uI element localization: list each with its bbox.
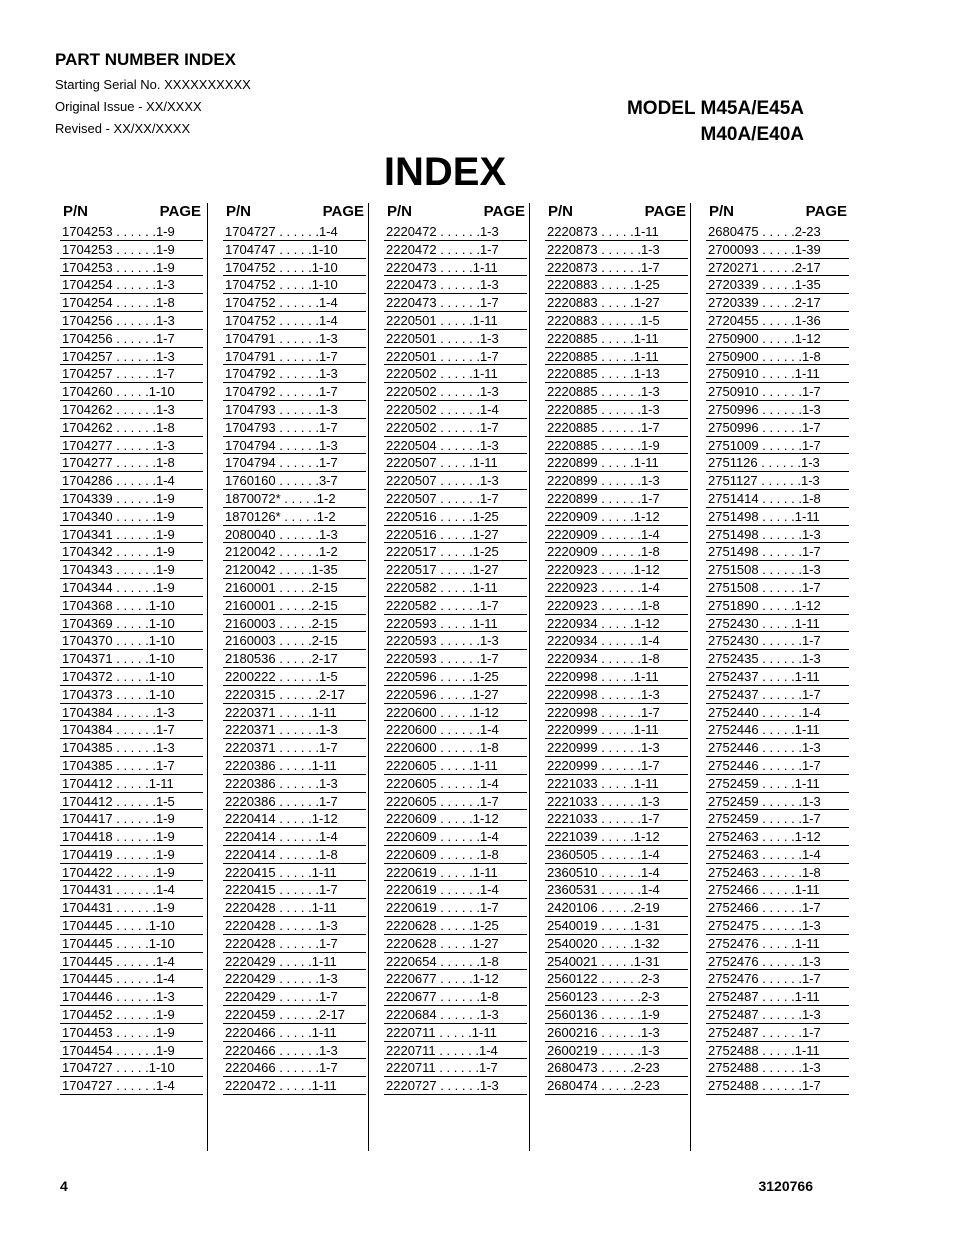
index-entry: 2220711 . . . . . .1-4	[384, 1042, 527, 1060]
index-entry: 1704257 . . . . . .1-3	[60, 348, 203, 366]
index-entry: 2752437 . . . . . .1-7	[706, 686, 849, 704]
index-column	[690, 203, 852, 1151]
index-entry: 2560136 . . . . . .1-9	[545, 1006, 688, 1024]
index-entry: 1704286 . . . . . .1-4	[60, 472, 203, 490]
index-entry: 1704752 . . . . . .1-4	[223, 294, 366, 312]
index-entry: 2220883 . . . . .1-27	[545, 294, 688, 312]
index-entry: 1704277 . . . . . .1-3	[60, 437, 203, 455]
index-entry: 2750900 . . . . .1-12	[706, 330, 849, 348]
index-entry: 2220582 . . . . . .1-7	[384, 597, 527, 615]
index-entry: 2752446 . . . . .1-11	[706, 721, 849, 739]
index-entry: 2720455 . . . . .1-36	[706, 312, 849, 330]
index-entry: 1704792 . . . . . .1-3	[223, 365, 366, 383]
index-entry: 1704369 . . . . .1-10	[60, 615, 203, 633]
index-entry: 1704339 . . . . . .1-9	[60, 490, 203, 508]
column-header	[384, 203, 527, 223]
index-column	[60, 203, 221, 1151]
index-entry: 2540019 . . . . .1-31	[545, 917, 688, 935]
index-entry: 1704454 . . . . . .1-9	[60, 1042, 203, 1060]
index-entry: 2751508 . . . . . .1-7	[706, 579, 849, 597]
index-columns	[60, 203, 847, 1151]
index-entry: 2751498 . . . . . .1-7	[706, 543, 849, 561]
index-entry: 2220998 . . . . . .1-3	[545, 686, 688, 704]
index-entry: 1704752 . . . . . .1-4	[223, 312, 366, 330]
index-entry: 2160003 . . . . .2-15	[223, 632, 366, 650]
index-entry: 2360505 . . . . . .1-4	[545, 846, 688, 864]
index-entry: 1704791 . . . . . .1-7	[223, 348, 366, 366]
revised-line: Revised - XX/XX/XXXX	[55, 121, 191, 136]
index-entry: 1704253 . . . . . .1-9	[60, 241, 203, 259]
index-entry: 2220428 . . . . . .1-7	[223, 935, 366, 953]
index-entry: 1704793 . . . . . .1-3	[223, 401, 366, 419]
index-entry: 2220371 . . . . .1-11	[223, 704, 366, 722]
index-entry: 2220428 . . . . . .1-3	[223, 917, 366, 935]
index-entry: 2220934 . . . . . .1-4	[545, 632, 688, 650]
index-entry: 2220386 . . . . .1-11	[223, 757, 366, 775]
index-entry: 2752488 . . . . . .1-7	[706, 1077, 849, 1095]
index-entry: 2221033 . . . . . .1-7	[545, 810, 688, 828]
index-column	[207, 203, 369, 1151]
index-entry: 2560122 . . . . . .2-3	[545, 970, 688, 988]
index-entry: 1704256 . . . . . .1-7	[60, 330, 203, 348]
index-entry: 2752487 . . . . . .1-7	[706, 1024, 849, 1042]
index-entry: 1704431 . . . . . .1-9	[60, 899, 203, 917]
index-entry: 2220727 . . . . . .1-3	[384, 1077, 527, 1095]
index-entry: 2220619 . . . . . .1-4	[384, 881, 527, 899]
index-entry: 1704385 . . . . . .1-7	[60, 757, 203, 775]
index-entry: 2220517 . . . . .1-27	[384, 561, 527, 579]
index-entry: 2752488 . . . . .1-11	[706, 1042, 849, 1060]
index-entry: 2751498 . . . . . .1-3	[706, 526, 849, 544]
index-entry: 2220507 . . . . . .1-3	[384, 472, 527, 490]
index-entry: 2750996 . . . . . .1-3	[706, 401, 849, 419]
index-entry: 2220371 . . . . . .1-3	[223, 721, 366, 739]
page-header: PAGE	[483, 203, 525, 220]
index-entry: 2752446 . . . . . .1-7	[706, 757, 849, 775]
index-entry: 2220605 . . . . . .1-7	[384, 793, 527, 811]
index-entry: 2220466 . . . . . .1-7	[223, 1059, 366, 1077]
index-entry: 2680473 . . . . .2-23	[545, 1059, 688, 1077]
original-issue-line: Original Issue - XX/XXXX	[55, 99, 202, 114]
index-entry: 1704794 . . . . . .1-7	[223, 454, 366, 472]
index-entry: 1704262 . . . . . .1-3	[60, 401, 203, 419]
index-entry: 1704418 . . . . . .1-9	[60, 828, 203, 846]
index-entry: 2220873 . . . . . .1-7	[545, 259, 688, 277]
index-entry: 1704277 . . . . . .1-8	[60, 454, 203, 472]
index-entry: 2220885 . . . . . .1-7	[545, 419, 688, 437]
index-entry: 2220504 . . . . . .1-3	[384, 437, 527, 455]
index-entry: 2160001 . . . . .2-15	[223, 597, 366, 615]
index-entry: 2752476 . . . . . .1-7	[706, 970, 849, 988]
index-entry: 2220415 . . . . .1-11	[223, 864, 366, 882]
index-entry: 2560123 . . . . . .2-3	[545, 988, 688, 1006]
index-entry: 2220909 . . . . . .1-4	[545, 526, 688, 544]
index-entry: 2220371 . . . . . .1-7	[223, 739, 366, 757]
page-header: PAGE	[322, 203, 364, 220]
column-header	[706, 203, 849, 223]
index-entry: 2752446 . . . . . .1-3	[706, 739, 849, 757]
index-entry: 2220582 . . . . .1-11	[384, 579, 527, 597]
index-entry: 1870126* . . . . .1-2	[223, 508, 366, 526]
column-header	[60, 203, 203, 223]
pn-header: P/N	[226, 203, 252, 220]
index-entry: 1704445 . . . . . .1-4	[60, 953, 203, 971]
index-entry: 1704384 . . . . . .1-3	[60, 704, 203, 722]
index-entry: 2220466 . . . . .1-11	[223, 1024, 366, 1042]
index-entry: 1704752 . . . . .1-10	[223, 276, 366, 294]
index-entry: 2220501 . . . . .1-11	[384, 312, 527, 330]
index-entry: 1704260 . . . . .1-10	[60, 383, 203, 401]
index-entry: 2220999 . . . . . .1-3	[545, 739, 688, 757]
index-entry: 2220593 . . . . . .1-3	[384, 632, 527, 650]
index-entry: 1870072* . . . . .1-2	[223, 490, 366, 508]
index-entry: 2220516 . . . . .1-25	[384, 508, 527, 526]
index-entry: 1704792 . . . . . .1-7	[223, 383, 366, 401]
index-entry: 1704384 . . . . . .1-7	[60, 721, 203, 739]
pn-header: P/N	[548, 203, 574, 220]
index-entry: 2752459 . . . . . .1-3	[706, 793, 849, 811]
column-header	[223, 203, 366, 223]
index-entry: 2220684 . . . . . .1-3	[384, 1006, 527, 1024]
index-entry: 1704253 . . . . . .1-9	[60, 259, 203, 277]
index-entry: 2120042 . . . . .1-35	[223, 561, 366, 579]
index-entry: 2752476 . . . . .1-11	[706, 935, 849, 953]
index-entry: 2220609 . . . . . .1-4	[384, 828, 527, 846]
index-column	[368, 203, 530, 1151]
index-entry: 2751498 . . . . .1-11	[706, 508, 849, 526]
index-entry: 2220899 . . . . . .1-7	[545, 490, 688, 508]
header-title: PART NUMBER INDEX	[55, 50, 237, 69]
index-entry: 2160001 . . . . .2-15	[223, 579, 366, 597]
index-entry: 2220593 . . . . .1-11	[384, 615, 527, 633]
index-title: INDEX	[383, 150, 507, 194]
index-entry: 2752437 . . . . .1-11	[706, 668, 849, 686]
index-entry: 2752463 . . . . .1-12	[706, 828, 849, 846]
index-entry: 1704417 . . . . . .1-9	[60, 810, 203, 828]
index-entry: 2220593 . . . . . .1-7	[384, 650, 527, 668]
page-header: PAGE	[805, 203, 847, 220]
index-entry: 1704371 . . . . .1-10	[60, 650, 203, 668]
index-entry: 2220654 . . . . . .1-8	[384, 953, 527, 971]
index-entry: 2220998 . . . . .1-11	[545, 668, 688, 686]
index-entry: 2752463 . . . . . .1-8	[706, 864, 849, 882]
index-entry: 2752459 . . . . . .1-7	[706, 810, 849, 828]
index-entry: 2220711 . . . . . .1-7	[384, 1059, 527, 1077]
index-entry: 2220315 . . . . . .2-17	[223, 686, 366, 704]
index-entry: 1704373 . . . . .1-10	[60, 686, 203, 704]
index-entry: 2220502 . . . . . .1-4	[384, 401, 527, 419]
index-entry: 1704452 . . . . . .1-9	[60, 1006, 203, 1024]
index-entry: 2220600 . . . . . .1-8	[384, 739, 527, 757]
index-entry: 1704257 . . . . . .1-7	[60, 365, 203, 383]
index-entry: 2220934 . . . . . .1-8	[545, 650, 688, 668]
index-entry: 1704385 . . . . . .1-3	[60, 739, 203, 757]
index-entry: 2751890 . . . . .1-12	[706, 597, 849, 615]
index-entry: 2220619 . . . . .1-11	[384, 864, 527, 882]
index-entry: 2220386 . . . . . .1-3	[223, 775, 366, 793]
index-entry: 2220628 . . . . .1-25	[384, 917, 527, 935]
index-entry: 2220677 . . . . . .1-8	[384, 988, 527, 1006]
index-entry: 2220472 . . . . . .1-7	[384, 241, 527, 259]
index-entry: 2220429 . . . . . .1-3	[223, 970, 366, 988]
index-entry: 2220507 . . . . . .1-7	[384, 490, 527, 508]
index-entry: 2752487 . . . . .1-11	[706, 988, 849, 1006]
index-entry: 1704727 . . . . .1-10	[60, 1059, 203, 1077]
index-entry: 2220459 . . . . . .2-17	[223, 1006, 366, 1024]
index-entry: 2750910 . . . . .1-11	[706, 365, 849, 383]
index-entry: 2360531 . . . . . .1-4	[545, 881, 688, 899]
index-entry: 2540021 . . . . .1-31	[545, 953, 688, 971]
index-entry: 1704727 . . . . . .1-4	[223, 223, 366, 241]
index-entry: 2220429 . . . . .1-11	[223, 953, 366, 971]
index-entry: 2220507 . . . . .1-11	[384, 454, 527, 472]
index-entry: 1704752 . . . . .1-10	[223, 259, 366, 277]
index-entry: 1704412 . . . . . .1-5	[60, 793, 203, 811]
column-header	[545, 203, 688, 223]
index-entry: 1704727 . . . . . .1-4	[60, 1077, 203, 1095]
index-entry: 2220517 . . . . .1-25	[384, 543, 527, 561]
index-entry: 2220899 . . . . . .1-3	[545, 472, 688, 490]
index-entry: 2220473 . . . . .1-11	[384, 259, 527, 277]
index-entry: 2752430 . . . . . .1-7	[706, 632, 849, 650]
index-entry: 2220596 . . . . .1-25	[384, 668, 527, 686]
index-entry: 2220605 . . . . .1-11	[384, 757, 527, 775]
index-entry: 2220885 . . . . . .1-3	[545, 401, 688, 419]
index-entry: 2751414 . . . . . .1-8	[706, 490, 849, 508]
index-entry: 2752440 . . . . . .1-4	[706, 704, 849, 722]
index-entry: 2420106 . . . . .2-19	[545, 899, 688, 917]
index-entry: 1704747 . . . . .1-10	[223, 241, 366, 259]
index-entry: 1704343 . . . . . .1-9	[60, 561, 203, 579]
index-entry: 2120042 . . . . . .1-2	[223, 543, 366, 561]
index-entry: 1704791 . . . . . .1-3	[223, 330, 366, 348]
index-entry: 2221033 . . . . . .1-3	[545, 793, 688, 811]
index-entry: 2080040 . . . . . .1-3	[223, 526, 366, 544]
index-entry: 1704431 . . . . . .1-4	[60, 881, 203, 899]
index-entry: 1704256 . . . . . .1-3	[60, 312, 203, 330]
index-entry: 1704794 . . . . . .1-3	[223, 437, 366, 455]
index-entry: 2220428 . . . . .1-11	[223, 899, 366, 917]
index-entry: 2360510 . . . . . .1-4	[545, 864, 688, 882]
index-entry: 2752488 . . . . . .1-3	[706, 1059, 849, 1077]
index-entry: 2220999 . . . . . .1-7	[545, 757, 688, 775]
index-entry: 1704254 . . . . . .1-8	[60, 294, 203, 312]
index-entry: 2220711 . . . . .1-11	[384, 1024, 527, 1042]
index-entry: 2752476 . . . . . .1-3	[706, 953, 849, 971]
index-entry: 2220873 . . . . .1-11	[545, 223, 688, 241]
index-entry: 2220677 . . . . .1-12	[384, 970, 527, 988]
index-entry: 2220609 . . . . .1-12	[384, 810, 527, 828]
index-entry: 2221033 . . . . .1-11	[545, 775, 688, 793]
index-entry: 2220934 . . . . .1-12	[545, 615, 688, 633]
index-entry: 1704253 . . . . . .1-9	[60, 223, 203, 241]
index-entry: 2752475 . . . . . .1-3	[706, 917, 849, 935]
index-entry: 1704262 . . . . . .1-8	[60, 419, 203, 437]
index-entry: 2220885 . . . . .1-13	[545, 365, 688, 383]
serial-line: Starting Serial No. XXXXXXXXXX	[55, 77, 251, 92]
index-entry: 2220619 . . . . . .1-7	[384, 899, 527, 917]
index-entry: 2751009 . . . . . .1-7	[706, 437, 849, 455]
index-entry: 2752466 . . . . .1-11	[706, 881, 849, 899]
index-entry: 2220414 . . . . .1-12	[223, 810, 366, 828]
index-entry: 1760160 . . . . . .3-7	[223, 472, 366, 490]
index-entry: 1704453 . . . . . .1-9	[60, 1024, 203, 1042]
index-entry: 2220999 . . . . .1-11	[545, 721, 688, 739]
index-entry: 2220501 . . . . . .1-3	[384, 330, 527, 348]
index-entry: 2220414 . . . . . .1-8	[223, 846, 366, 864]
index-entry: 2600219 . . . . . .1-3	[545, 1042, 688, 1060]
index-entry: 1704341 . . . . . .1-9	[60, 526, 203, 544]
index-entry: 1704344 . . . . . .1-9	[60, 579, 203, 597]
index-entry: 2200222 . . . . . .1-5	[223, 668, 366, 686]
index-entry: 2720339 . . . . .2-17	[706, 294, 849, 312]
page-number: 4	[60, 1178, 68, 1194]
doc-number: 3120766	[758, 1178, 813, 1194]
index-entry: 1704342 . . . . . .1-9	[60, 543, 203, 561]
page-header: PAGE	[159, 203, 201, 220]
index-entry: 2220414 . . . . . .1-4	[223, 828, 366, 846]
index-entry: 1704422 . . . . . .1-9	[60, 864, 203, 882]
index-entry: 2160003 . . . . .2-15	[223, 615, 366, 633]
index-entry: 2220885 . . . . . .1-3	[545, 383, 688, 401]
pn-header: P/N	[63, 203, 89, 220]
index-entry: 2220609 . . . . . .1-8	[384, 846, 527, 864]
model-line-2: M40A/E40A	[700, 124, 804, 145]
index-entry: 2220516 . . . . .1-27	[384, 526, 527, 544]
index-entry: 2720339 . . . . .1-35	[706, 276, 849, 294]
index-entry: 2221039 . . . . .1-12	[545, 828, 688, 846]
index-column	[529, 203, 691, 1151]
index-entry: 1704370 . . . . .1-10	[60, 632, 203, 650]
index-entry: 1704340 . . . . . .1-9	[60, 508, 203, 526]
index-entry: 2220873 . . . . . .1-3	[545, 241, 688, 259]
index-entry: 1704445 . . . . .1-10	[60, 935, 203, 953]
pn-header: P/N	[709, 203, 735, 220]
index-entry: 2752430 . . . . .1-11	[706, 615, 849, 633]
index-entry: 2220502 . . . . . .1-7	[384, 419, 527, 437]
index-entry: 2752487 . . . . . .1-3	[706, 1006, 849, 1024]
index-entry: 2220472 . . . . .1-11	[223, 1077, 366, 1095]
index-entry: 2220415 . . . . . .1-7	[223, 881, 366, 899]
index-entry: 2220998 . . . . . .1-7	[545, 704, 688, 722]
index-entry: 1704419 . . . . . .1-9	[60, 846, 203, 864]
index-entry: 1704445 . . . . .1-10	[60, 917, 203, 935]
index-entry: 2220472 . . . . . .1-3	[384, 223, 527, 241]
index-entry: 2540020 . . . . .1-32	[545, 935, 688, 953]
index-entry: 2750900 . . . . . .1-8	[706, 348, 849, 366]
index-entry: 2220923 . . . . .1-12	[545, 561, 688, 579]
index-entry: 2220909 . . . . . .1-8	[545, 543, 688, 561]
index-entry: 2220600 . . . . . .1-4	[384, 721, 527, 739]
pn-header: P/N	[387, 203, 413, 220]
index-entry: 2220600 . . . . .1-12	[384, 704, 527, 722]
index-entry: 2220899 . . . . .1-11	[545, 454, 688, 472]
index-entry: 2700093 . . . . .1-39	[706, 241, 849, 259]
index-entry: 1704368 . . . . .1-10	[60, 597, 203, 615]
index-entry: 2220466 . . . . . .1-3	[223, 1042, 366, 1060]
index-entry: 1704793 . . . . . .1-7	[223, 419, 366, 437]
index-entry: 2220502 . . . . .1-11	[384, 365, 527, 383]
index-entry: 2720271 . . . . .2-17	[706, 259, 849, 277]
index-entry: 2220885 . . . . . .1-9	[545, 437, 688, 455]
index-entry: 2220501 . . . . . .1-7	[384, 348, 527, 366]
index-entry: 2751127 . . . . . .1-3	[706, 472, 849, 490]
index-entry: 2220473 . . . . . .1-3	[384, 276, 527, 294]
index-entry: 2220473 . . . . . .1-7	[384, 294, 527, 312]
index-entry: 2220909 . . . . .1-12	[545, 508, 688, 526]
index-entry: 2220885 . . . . .1-11	[545, 348, 688, 366]
index-entry: 2220596 . . . . .1-27	[384, 686, 527, 704]
index-entry: 2220628 . . . . .1-27	[384, 935, 527, 953]
index-entry: 2751126 . . . . . .1-3	[706, 454, 849, 472]
index-entry: 1704412 . . . . .1-11	[60, 775, 203, 793]
index-entry: 2220605 . . . . . .1-4	[384, 775, 527, 793]
index-entry: 2752463 . . . . . .1-4	[706, 846, 849, 864]
index-entry: 2752459 . . . . .1-11	[706, 775, 849, 793]
index-entry: 2220923 . . . . . .1-4	[545, 579, 688, 597]
index-entry: 2680475 . . . . .2-23	[706, 223, 849, 241]
index-entry: 2750996 . . . . . .1-7	[706, 419, 849, 437]
index-entry: 2680474 . . . . .2-23	[545, 1077, 688, 1095]
index-entry: 1704372 . . . . .1-10	[60, 668, 203, 686]
index-entry: 2752435 . . . . . .1-3	[706, 650, 849, 668]
index-entry: 2180536 . . . . .2-17	[223, 650, 366, 668]
index-entry: 2220429 . . . . . .1-7	[223, 988, 366, 1006]
index-entry: 2220883 . . . . .1-25	[545, 276, 688, 294]
index-entry: 2220386 . . . . . .1-7	[223, 793, 366, 811]
index-entry: 2751508 . . . . . .1-3	[706, 561, 849, 579]
index-entry: 1704445 . . . . . .1-4	[60, 970, 203, 988]
page-header: PAGE	[644, 203, 686, 220]
index-entry: 2752466 . . . . . .1-7	[706, 899, 849, 917]
index-entry: 2220923 . . . . . .1-8	[545, 597, 688, 615]
index-entry: 2600216 . . . . . .1-3	[545, 1024, 688, 1042]
index-entry: 2220885 . . . . .1-11	[545, 330, 688, 348]
index-entry: 1704254 . . . . . .1-3	[60, 276, 203, 294]
index-entry: 2220883 . . . . . .1-5	[545, 312, 688, 330]
index-entry: 1704446 . . . . . .1-3	[60, 988, 203, 1006]
index-entry: 2750910 . . . . . .1-7	[706, 383, 849, 401]
model-line-1: MODEL M45A/E45A	[626, 98, 804, 119]
index-entry: 2220502 . . . . . .1-3	[384, 383, 527, 401]
